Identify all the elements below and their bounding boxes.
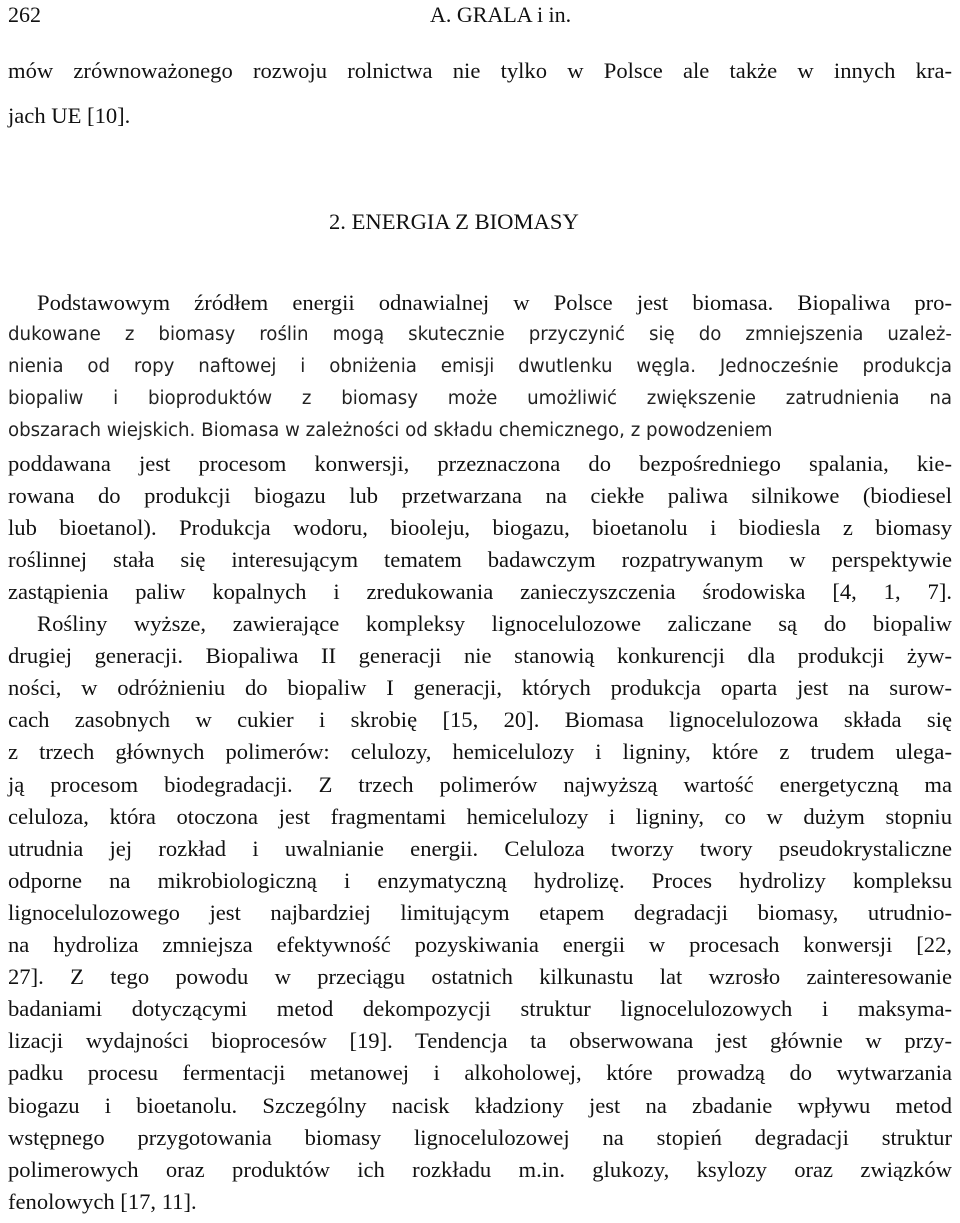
text-line: ności, w odróżnieniu do biopaliw I generacji, których produkcja oparta jest na surow- <box>8 675 952 701</box>
text-line: Podstawowym źródłem energii odnawialnej w Polsce jest biomasa. Biopaliwa pro- <box>37 290 952 315</box>
text-line: lizacji wydajności bioprocesów [19]. Tendencja ta obserwowana jest głównie w przy- <box>8 1028 952 1054</box>
section-heading: 2. ENERGIA Z BIOMASY <box>329 209 579 234</box>
text-line: 27]. Z tego powodu w przeciągu ostatnich kilkunastu lat wzrosło zainteresowanie <box>8 964 952 990</box>
text-line: lignocelulozowego jest najbardziej limitującym etapem degradacji biomasy, utrudnio- <box>8 899 952 925</box>
running-head: A. GRALA i in. <box>430 2 572 27</box>
text-line: ją procesom biodegradacji. Z trzech polimerów najwyższą wartość energetyczną ma <box>8 771 952 797</box>
text-line: utrudnia jej rozkład i uwalnianie energii. Celuloza tworzy twory pseudokrystaliczne <box>8 835 952 861</box>
text-line: poddawana jest procesom konwersji, przeznaczona do bezpośredniego spalania, kie- <box>8 450 952 476</box>
text-line: obszarach wiejskich. Biomasa w zależności od składu chemicznego, z powodzeniem <box>8 420 773 442</box>
text-line: odporne na mikrobiologiczną i enzymatyczną hydrolizę. Proces hydrolizy kompleksu <box>8 867 952 893</box>
text-line: padku procesu fermentacji metanowej i alkoholowej, które prowadzą do wytwarzania <box>8 1060 952 1086</box>
text-line: na hydroliza zmniejsza efektywność pozyskiwania energii w procesach konwersji [22, <box>8 932 952 957</box>
text-line: celuloza, która otoczona jest fragmentami hemicelulozy i ligniny, co w dużym stopniu <box>8 803 952 829</box>
text-line: rowana do produkcji biogazu lub przetwarzana na ciekłe paliwa silnikowe (biodiesel <box>8 482 952 508</box>
text-line: cach zasobnych w cukier i skrobię [15, 20]. Biomasa lignocelulozowa składa się <box>8 707 952 733</box>
text-line: zastąpienia paliw kopalnych i zredukowania zanieczyszczenia środowiska [4, 1, 7]. <box>8 578 952 604</box>
text-line: roślinnej stała się interesującym tematem badawczym rozpatrywanym w perspektywie <box>8 546 952 572</box>
text-line: z trzech głównych polimerów: celulozy, hemicelulozy i ligniny, które z trudem ulega- <box>8 739 952 765</box>
text-line: dukowane z biomasy roślin mogą skutecznie przyczynić się do zmniejszenia uzależ- <box>8 324 952 346</box>
text-line: mów zrównoważonego rozwoju rolnictwa nie tylko w Polsce ale także w innych kra- <box>8 58 952 83</box>
text-line: drugiej generacji. Biopaliwa II generacji nie stanowią konkurencji dla produkcji żyw- <box>8 643 952 669</box>
text-line: lub bioetanol). Produkcja wodoru, biooleju, biogazu, bioetanolu i biodiesla z biomasy <box>8 514 952 540</box>
text-line: polimerowych oraz produktów ich rozkładu m.in. glukozy, ksylozy oraz związków <box>8 1156 952 1182</box>
text-line: biopaliw i bioproduktów z biomasy może umożliwić zwiększenie zatrudnienia na <box>8 388 952 410</box>
page-header <box>8 2 952 38</box>
page-number: 262 <box>8 2 41 27</box>
text-line: wstępnego przygotowania biomasy lignocelulozowej na stopień degradacji struktur <box>8 1124 952 1150</box>
text-line: jach UE [10]. <box>8 103 131 128</box>
text-line: biogazu i bioetanolu. Szczególny nacisk kładziony jest na zbadanie wpływu metod <box>8 1092 952 1118</box>
text-line: nienia od ropy naftowej i obniżenia emisji dwutlenku węgla. Jednocześnie produkcja <box>8 356 952 378</box>
text-line: Rośliny wyższe, zawierające kompleksy lignocelulozowe zaliczane są do biopaliw <box>37 611 952 636</box>
text-line: badaniami dotyczącymi metod dekompozycji struktur lignocelulozowych i maksyma- <box>8 996 952 1022</box>
text-line: fenolowych [17, 11]. <box>8 1188 197 1214</box>
